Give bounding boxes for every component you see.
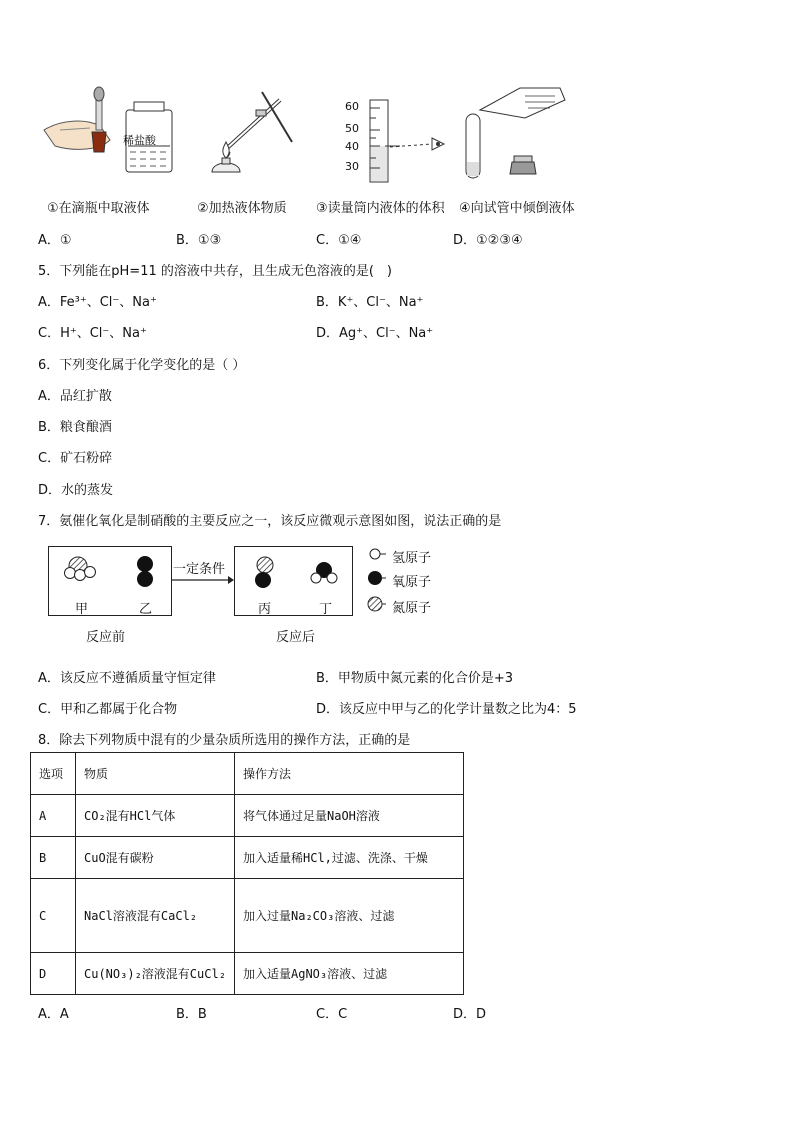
- q5-option-d[interactable]: D．Ag⁺、Cl⁻、Na⁺: [316, 326, 434, 341]
- heating-figure: [212, 92, 292, 172]
- table-cell: NaCl溶液混有CaCl₂: [76, 879, 235, 953]
- table-row: [31, 837, 464, 879]
- molecule-ammonia: [65, 557, 96, 581]
- arrow-label: 一定条件: [173, 562, 226, 577]
- figure-caption: ①在滴瓶中取液体: [47, 201, 150, 216]
- q6-stem: 6．下列变化属于化学变化的是（ ）: [38, 358, 246, 373]
- q4-figures: [30, 80, 630, 195]
- before-caption: 反应前: [86, 630, 126, 645]
- q7-option-a[interactable]: A．该反应不遵循质量守恒定律: [38, 671, 216, 686]
- figure-caption: ③读量筒内液体的体积: [316, 201, 445, 216]
- q5-option-a[interactable]: A．Fe³⁺、Cl⁻、Na⁺: [38, 295, 157, 310]
- q5-option-c[interactable]: C．H⁺、Cl⁻、Na⁺: [38, 326, 147, 341]
- table-cell: CuO混有碳粉: [76, 837, 235, 879]
- q6-option-b[interactable]: B．粮食酿酒: [38, 420, 112, 435]
- molecule-water: [311, 562, 337, 583]
- q4-option-a[interactable]: A．①: [38, 233, 72, 248]
- table-row: [31, 795, 464, 837]
- label-bing: 丙: [258, 602, 272, 617]
- table-cell: A: [31, 795, 76, 837]
- table-cell: 加入过量Na₂CO₃溶液、过滤: [235, 879, 464, 953]
- table-header-cell: 选项: [31, 753, 76, 795]
- legend-oxygen: 氧原子: [392, 575, 432, 590]
- table-cell: B: [31, 837, 76, 879]
- figure-caption: ②加热液体物质: [197, 201, 287, 216]
- q6-option-c[interactable]: C．矿石粉碎: [38, 451, 113, 466]
- table-header-row: [31, 753, 464, 795]
- q6-option-a[interactable]: A．品红扩散: [38, 389, 112, 404]
- table-cell: 加入适量AgNO₃溶液、过滤: [235, 953, 464, 995]
- legend-nitrogen: 氮原子: [392, 601, 432, 616]
- label-ding: 丁: [319, 602, 333, 617]
- molecule-no: [255, 557, 273, 588]
- table-row: [31, 879, 464, 953]
- q8-option-b[interactable]: B．B: [176, 1007, 207, 1022]
- table-cell: Cu(NO₃)₂溶液混有CuCl₂: [76, 953, 235, 995]
- q4-option-d[interactable]: D．①②③④: [453, 233, 523, 248]
- table-row: [31, 953, 464, 995]
- legend-symbols: [368, 549, 386, 611]
- table-cell: CO₂混有HCl气体: [76, 795, 235, 837]
- q8-table: [30, 752, 464, 995]
- table-cell: C: [31, 879, 76, 953]
- cylinder-tick: 30: [345, 160, 359, 173]
- cylinder-figure: [370, 100, 444, 182]
- table-cell: 加入适量稀HCl,过滤、洗涤、干燥: [235, 837, 464, 879]
- q7-option-b[interactable]: B．甲物质中氮元素的化合价是+3: [316, 671, 514, 686]
- q6-option-d[interactable]: D．水的蒸发: [38, 483, 114, 498]
- q7-option-c[interactable]: C．甲和乙都属于化合物: [38, 702, 178, 717]
- q7-option-d[interactable]: D．该反应中甲与乙的化学计量数之比为4：5: [316, 702, 577, 717]
- q4-option-c[interactable]: C．①④: [316, 233, 362, 248]
- q8-stem: 8．除去下列物质中混有的少量杂质所选用的操作方法，正确的是: [38, 733, 411, 748]
- q8-option-c[interactable]: C．C: [316, 1007, 348, 1022]
- legend-hydrogen: 氢原子: [392, 551, 432, 566]
- q5-stem: 5．下列能在pH=11 的溶液中共存，且生成无色溶液的是( ): [38, 264, 393, 279]
- cylinder-tick: 50: [345, 122, 359, 135]
- label-jia: 甲: [75, 602, 89, 617]
- q4-option-b[interactable]: B．①③: [176, 233, 222, 248]
- dropper-figure: [44, 87, 172, 172]
- bottle-label: 稀盐酸: [123, 134, 156, 147]
- cylinder-tick: 40: [345, 140, 359, 153]
- q8-option-d[interactable]: D．D: [453, 1007, 487, 1022]
- table-header-cell: 操作方法: [235, 753, 464, 795]
- q5-option-b[interactable]: B．K⁺、Cl⁻、Na⁺: [316, 295, 424, 310]
- table-header-cell: 物质: [76, 753, 235, 795]
- table-cell: 将气体通过足量NaOH溶液: [235, 795, 464, 837]
- cylinder-tick: 60: [345, 100, 359, 113]
- after-caption: 反应后: [276, 630, 316, 645]
- pouring-figure: [466, 88, 565, 178]
- table-cell: D: [31, 953, 76, 995]
- reaction-molecules: [40, 540, 450, 620]
- q7-stem: 7．氨催化氧化是制硝酸的主要反应之一，该反应微观示意图如图，说法正确的是: [38, 514, 502, 529]
- molecule-oxygen: [137, 556, 153, 587]
- label-yi: 乙: [139, 602, 153, 617]
- figure-caption: ④向试管中倾倒液体: [459, 201, 575, 216]
- q8-option-a[interactable]: A．A: [38, 1007, 69, 1022]
